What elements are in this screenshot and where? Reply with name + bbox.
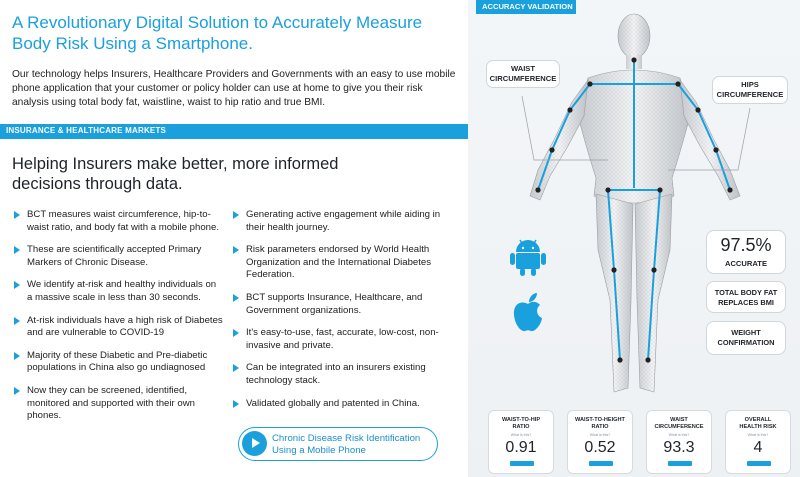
skeleton-lines (538, 60, 730, 360)
cta-label (272, 433, 432, 456)
metric-title-line1: WAIST-TO-HIP (501, 417, 541, 423)
apple-icon (511, 292, 545, 332)
bullet-arrow-icon (14, 352, 20, 360)
list-item (233, 209, 453, 234)
metric-title-line2: HEALTH RISK (739, 424, 777, 430)
list-item (233, 362, 453, 387)
metric-card-title (570, 417, 630, 431)
intro-paragraph: Our technology helps Insurers, Healthcare Providers and Governments with an easy to use mobile phone application that your customer or policy holder can use at home to give you their risk analysis using total body fat, waistline, waist to hip ratio and true BMI. (12, 69, 456, 108)
list-item-text: We identify at-risk and healthy individuals on a massive scale in less than 30 seconds. (27, 279, 217, 303)
bullet-arrow-icon (14, 281, 20, 289)
list-item-text: These are scientifically accepted Primary Markers of Chronic Disease. (27, 244, 202, 268)
headline-line1: Helping Insurers make better, more informed (12, 155, 339, 173)
metric-card-title (491, 417, 551, 431)
bullet-arrow-icon (233, 329, 239, 337)
bullet-list-left (14, 209, 224, 433)
bullet-arrow-icon (233, 400, 239, 408)
metric-card-waist-circumference (646, 410, 712, 474)
list-item-text: BCT measures waist circumference, hip-to-waist ratio, and body fat with a mobile phone. (27, 209, 219, 233)
metric-card-waist-to-hip (488, 410, 554, 474)
what-is-this-link[interactable]: What is this? (747, 433, 769, 437)
waist-callout-line2: CIRCUMFERENCE (489, 74, 557, 83)
list-item-text: Risk parameters endorsed by World Health Organization and the International Diabetes Federation. (246, 244, 432, 281)
list-item-text: It's easy-to-use, fast, accurate, low-cost, non-invasive and private. (246, 327, 439, 351)
hips-callout-line2: CIRCUMFERENCE (716, 90, 784, 99)
list-item-text: Can be integrated into an insurers existing technology stack. (246, 362, 426, 386)
metric-card-title (649, 417, 709, 431)
weight-line1: WEIGHT (731, 328, 761, 337)
bullet-arrow-icon (14, 387, 20, 395)
bullet-arrow-icon (14, 246, 20, 254)
total-body-fat-note (706, 281, 786, 313)
bullet-arrow-icon (233, 246, 239, 254)
list-item-text: BCT supports Insurance, Healthcare, and Government organizations. (246, 291, 423, 316)
body-fat-line2: REPLACES BMI (718, 298, 774, 307)
metric-title-line2: CIRCUMFERENCE (654, 424, 704, 430)
cta-label-line1: Chronic Disease Risk Identification (272, 433, 421, 444)
metric-card-title (728, 417, 788, 431)
hips-callout-line1: HIPS (741, 80, 759, 89)
accuracy-panel (468, 0, 800, 477)
list-item (233, 327, 453, 352)
list-item-text: Validated globally and patented in China. (246, 397, 420, 409)
what-is-this-link[interactable]: What is this? (589, 433, 611, 437)
hero-title (12, 12, 452, 54)
accuracy-value: 97.5% (720, 235, 772, 255)
metric-status-pill (747, 461, 771, 466)
bullet-list-right (233, 209, 453, 420)
list-item (233, 398, 453, 411)
list-item (14, 385, 224, 423)
list-item (14, 315, 224, 340)
metric-title-line1: WAIST-TO-HEIGHT (575, 417, 625, 423)
accuracy-stat (706, 230, 786, 274)
metric-value: 93.3 (663, 439, 695, 456)
market-section-label: INSURANCE & HEALTHCARE MARKETS (6, 126, 167, 135)
market-section-bar (0, 124, 468, 139)
list-item-text: Majority of these Diabetic and Pre-diabetic populations in China also go undiagnosed (27, 349, 208, 374)
metric-value: 4 (753, 439, 763, 456)
what-is-this-link[interactable]: What is this? (668, 433, 690, 437)
metric-value: 0.52 (584, 439, 616, 456)
list-item (233, 292, 453, 317)
bullet-arrow-icon (233, 211, 239, 219)
android-icon (510, 238, 546, 276)
bullet-arrow-icon (14, 317, 20, 325)
metric-card-overall-health-risk (725, 410, 791, 474)
list-item (233, 244, 453, 282)
body-fat-line1: TOTAL BODY FAT (714, 288, 778, 297)
play-icon (242, 431, 267, 456)
waist-callout-line1: WAIST (510, 64, 536, 73)
list-item-text: Generating active engagement while aiding in their health journey. (246, 209, 441, 233)
list-item (14, 350, 224, 375)
bullet-arrow-icon (14, 211, 20, 219)
hero-title-line2: Body Risk Using a Smartphone. (12, 34, 253, 53)
hero-title-line1: A Revolutionary Digital Solution to Accurately Measure (12, 13, 423, 32)
bullet-arrow-icon (233, 294, 239, 302)
list-item (14, 279, 224, 304)
headline (12, 154, 452, 194)
metric-title-line2: RATIO (591, 424, 609, 430)
accuracy-validation-label: ACCURACY VALIDATION (482, 2, 573, 11)
metric-title-line2: RATIO (512, 424, 530, 430)
metric-status-pill (668, 461, 692, 466)
chronic-disease-video-button[interactable] (238, 427, 438, 461)
waist-circumference-callout (486, 60, 560, 88)
metric-card-waist-to-height (567, 410, 633, 474)
hips-circumference-callout (712, 76, 788, 104)
metric-title-line1: WAIST (670, 417, 688, 423)
bullet-arrow-icon (233, 364, 239, 372)
metric-value: 0.91 (505, 439, 537, 456)
metric-status-pill (510, 461, 534, 466)
weight-line2: CONFIRMATION (717, 338, 775, 347)
metric-status-pill (589, 461, 613, 466)
headline-line2: decisions through data. (12, 175, 183, 193)
list-item-text: Now they can be screened, identified, monitored and supported with their own phones. (27, 384, 195, 422)
weight-confirmation-note (706, 321, 786, 355)
metric-title-line1: OVERALL (744, 417, 772, 423)
list-item (14, 209, 224, 234)
what-is-this-link[interactable]: What is this? (510, 433, 532, 437)
accuracy-label: ACCURATE (724, 259, 768, 268)
cta-label-line2: Using a Mobile Phone (272, 444, 366, 456)
list-item-text: At-risk individuals have a high risk of Diabetes and are vulnerable to COVID-19 (27, 314, 223, 339)
list-item (14, 244, 224, 269)
